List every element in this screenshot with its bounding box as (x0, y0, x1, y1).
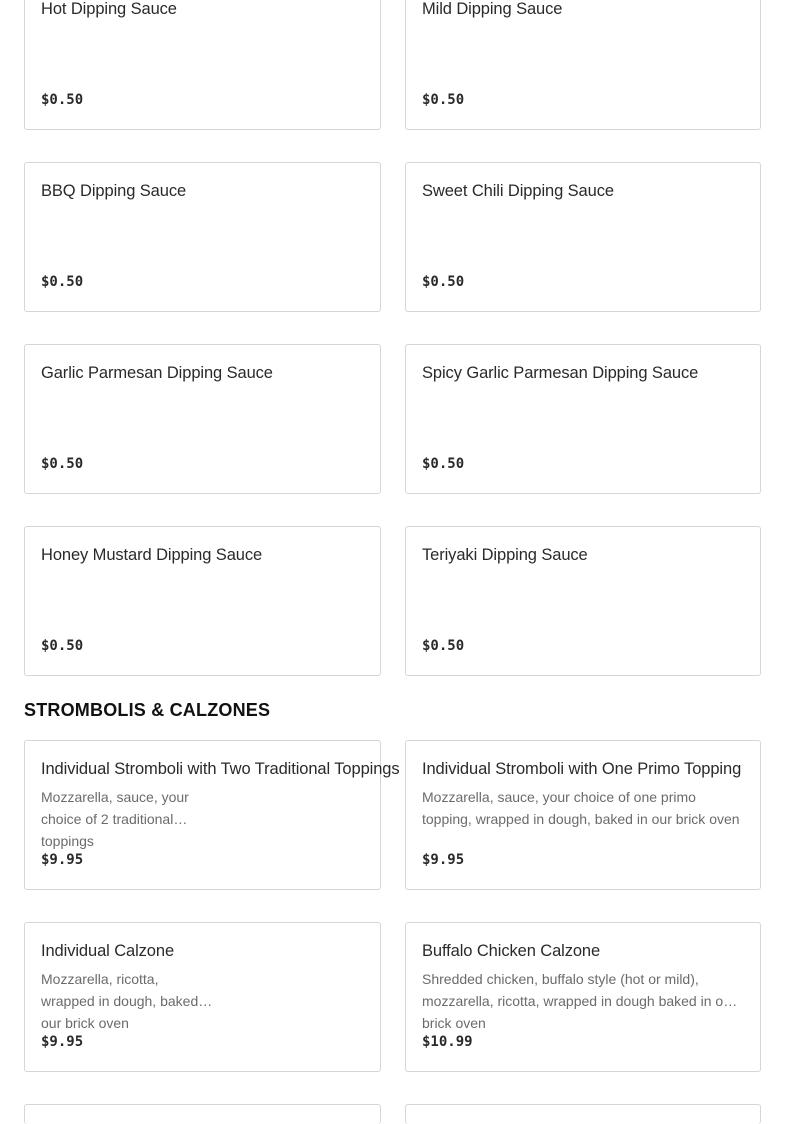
menu-item-description: Shredded chicken, buffalo style (hot or mild), mozzarella, ricotta, wrapped in dough baked in our brick oven (422, 971, 736, 1031)
menu-item-name: Buffalo Chicken Calzone (422, 942, 601, 960)
menu-item-name: Spicy Garlic Parmesan Dipping Sauce (422, 364, 699, 382)
menu-item-price: $9.95 (41, 852, 84, 868)
menu-item-price: $0.50 (41, 92, 84, 108)
menu-item-card[interactable] (24, 1104, 381, 1124)
menu-item-price: $0.50 (422, 274, 465, 290)
menu-item-price: $0.50 (41, 274, 84, 290)
menu-item-name: Honey Mustard Dipping Sauce (41, 546, 263, 564)
menu-item-name: Sweet Chili Dipping Sauce (422, 182, 614, 200)
menu-item-card[interactable] (405, 740, 761, 890)
section-title: STROMBOLIS & CALZONES (24, 700, 271, 720)
menu-item-name: Garlic Parmesan Dipping Sauce (41, 364, 273, 382)
menu-item-price: $9.95 (422, 852, 465, 868)
menu-item-description: Mozzarella, sauce, your choice of 2 traditional toppings (41, 789, 189, 849)
menu-item-name: Hot Dipping Sauce (41, 0, 177, 18)
menu-item-price: $9.95 (41, 1034, 84, 1050)
menu-item-price: $0.50 (41, 456, 84, 472)
menu-item-card[interactable] (405, 0, 761, 130)
menu-item-card[interactable] (24, 0, 381, 130)
menu-item-card[interactable] (405, 1104, 761, 1124)
menu-item-card[interactable] (405, 162, 761, 312)
menu-item-card[interactable] (405, 922, 761, 1072)
menu-item-price: $0.50 (422, 456, 465, 472)
menu-item-price: $0.50 (41, 638, 84, 654)
menu-item-name: Individual Stromboli with Two Traditional Toppings (41, 760, 400, 778)
menu-item-card[interactable] (24, 344, 381, 494)
menu-item-card[interactable] (24, 526, 381, 676)
menu-item-card[interactable] (405, 344, 761, 494)
menu-item-name: Individual Stromboli with One Primo Topping (422, 760, 742, 778)
menu-item-card[interactable] (405, 526, 761, 676)
menu-item-price: $0.50 (422, 92, 465, 108)
menu-item-card[interactable] (24, 922, 381, 1072)
menu-item-name: Mild Dipping Sauce (422, 0, 563, 18)
menu-item-name: BBQ Dipping Sauce (41, 182, 187, 200)
menu-item-card[interactable] (24, 740, 400, 890)
menu-item-name: Teriyaki Dipping Sauce (422, 546, 588, 564)
menu-item-price: $10.99 (422, 1034, 473, 1050)
menu-item-name: Individual Calzone (41, 942, 175, 960)
menu-item-description: Mozzarella, ricotta, wrapped in dough, baked in our brick oven (41, 971, 214, 1031)
menu-item-card[interactable] (24, 162, 381, 312)
menu-item-price: $0.50 (422, 638, 465, 654)
menu-item-description: Mozzarella, sauce, your choice of one primo topping, wrapped in dough, baked in our brick oven (422, 789, 740, 827)
